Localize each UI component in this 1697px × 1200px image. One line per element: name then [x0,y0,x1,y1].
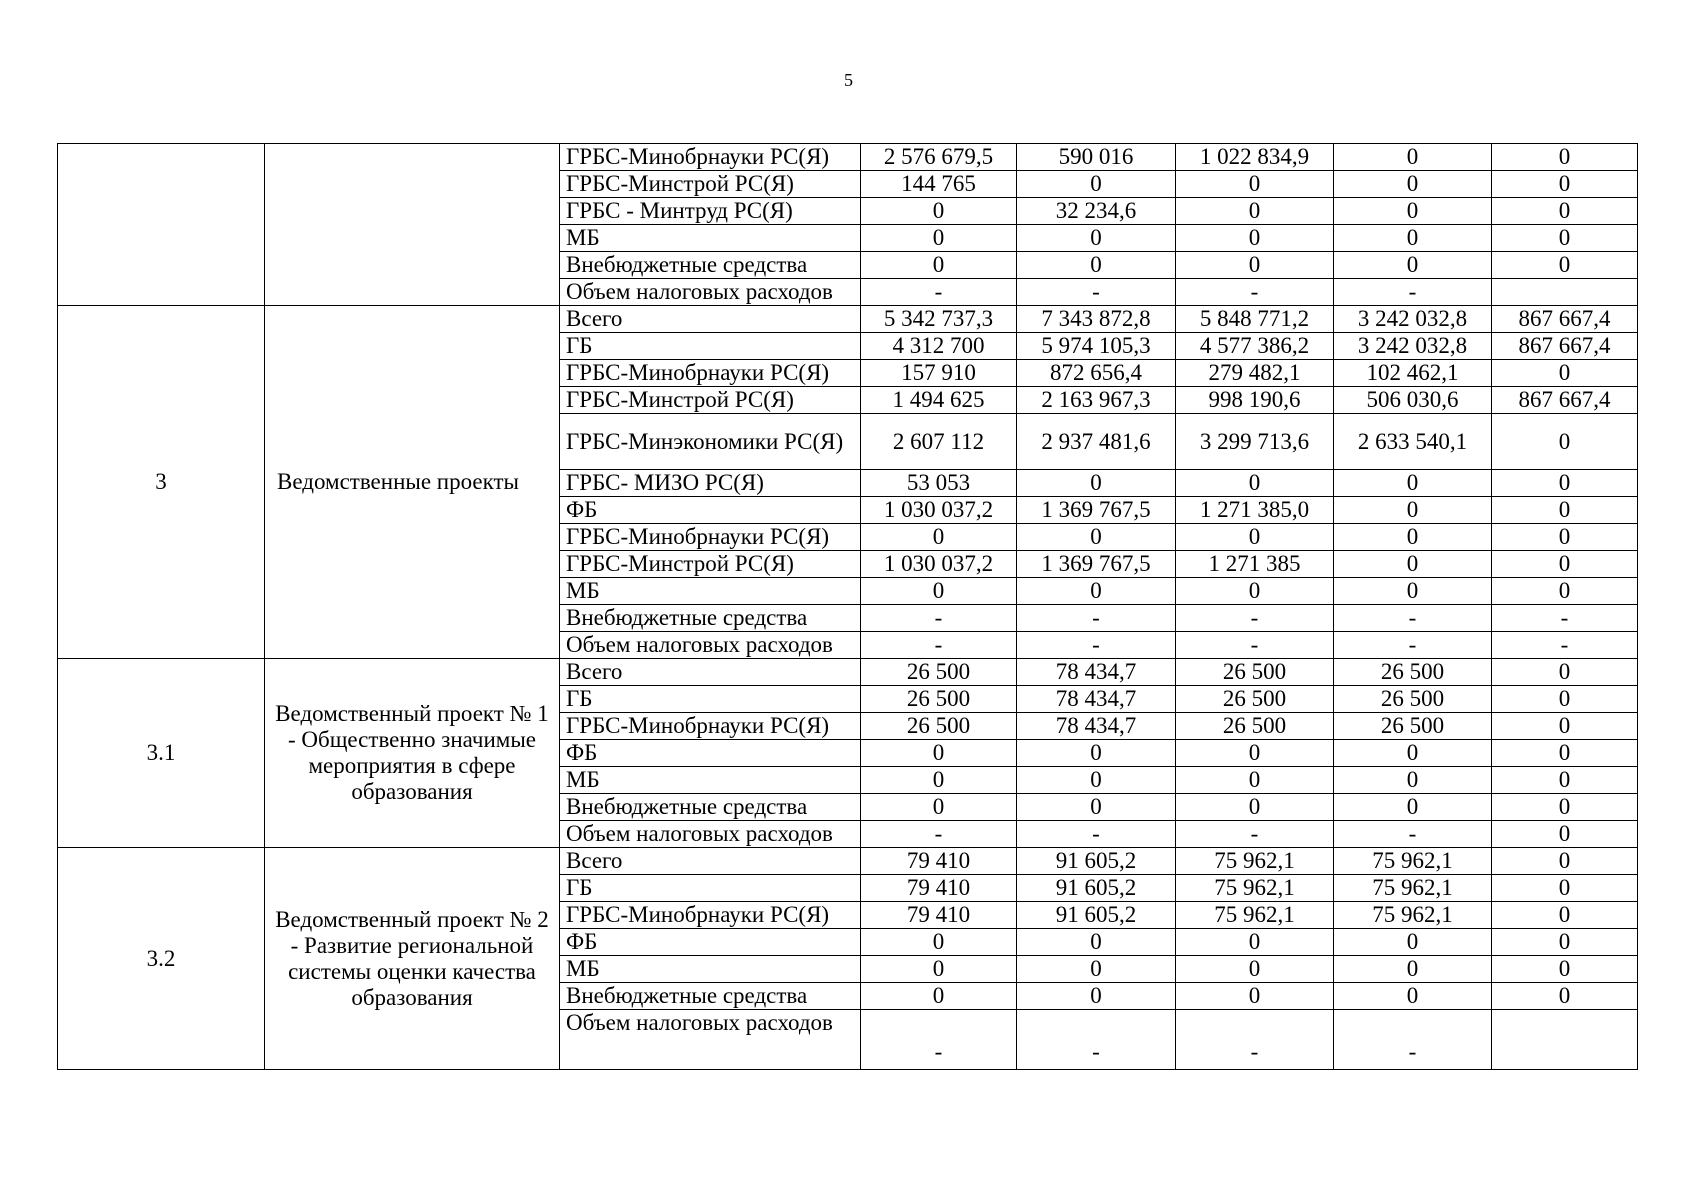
amount-cell: 1 271 385,0 [1176,497,1334,524]
amount-cell: 0 [1334,794,1492,821]
amount-cell: 0 [1334,740,1492,767]
funding-source: Объем налоговых расходов [560,279,861,306]
amount-cell: 0 [1492,360,1638,387]
amount-cell: 0 [1492,767,1638,794]
amount-cell: - [1017,605,1176,632]
amount-cell: 26 500 [1176,659,1334,686]
amount-cell: - [1017,1010,1176,1070]
amount-cell: 0 [1176,171,1334,198]
amount-cell: 0 [1017,171,1176,198]
amount-cell: 1 030 037,2 [861,551,1017,578]
amount-cell: 0 [1017,470,1176,497]
amount-cell: 32 234,6 [1017,198,1176,225]
amount-cell: 157 910 [861,360,1017,387]
amount-cell: 0 [1334,198,1492,225]
amount-cell: 0 [1492,659,1638,686]
amount-cell: 0 [1492,713,1638,740]
amount-cell: 0 [861,929,1017,956]
amount-cell: 0 [1334,225,1492,252]
funding-source: ГРБС- МИЗО РС(Я) [560,470,861,497]
amount-cell: - [1176,821,1334,848]
amount-cell: 5 848 771,2 [1176,306,1334,333]
amount-cell: - [861,1010,1017,1070]
funding-source: ФБ [560,740,861,767]
amount-cell: 0 [1492,225,1638,252]
funding-source: ГРБС-Минобрнауки РС(Я) [560,360,861,387]
amount-cell: 3 242 032,8 [1334,306,1492,333]
amount-cell: 0 [1492,171,1638,198]
amount-cell: - [1334,821,1492,848]
amount-cell: 2 163 967,3 [1017,387,1176,414]
amount-cell: 0 [1492,252,1638,279]
funding-source: Объем налоговых расходов [560,632,861,659]
amount-cell: 75 962,1 [1176,902,1334,929]
amount-cell: 506 030,6 [1334,387,1492,414]
amount-cell: 0 [1492,524,1638,551]
funding-source: Объем налоговых расходов [560,1010,861,1070]
funding-source: ГРБС - Минтруд РС(Я) [560,198,861,225]
amount-cell: 0 [1492,551,1638,578]
funding-source: МБ [560,767,861,794]
amount-cell: - [1176,605,1334,632]
funding-source: ГРБС-Минстрой РС(Я) [560,171,861,198]
funding-source: Внебюджетные средства [560,983,861,1010]
amount-cell: 0 [1492,956,1638,983]
amount-cell: 0 [1334,524,1492,551]
group-name: Ведомственный проект № 1 - Общественно значимые мероприятия в сфере образования [265,659,560,848]
amount-cell: 5 974 105,3 [1017,333,1176,360]
amount-cell: 75 962,1 [1334,902,1492,929]
amount-cell: 0 [1017,929,1176,956]
amount-cell: 0 [1176,767,1334,794]
amount-cell: 0 [1176,929,1334,956]
funding-source: ГРБС-Минстрой РС(Я) [560,387,861,414]
funding-source: ГБ [560,875,861,902]
amount-cell [1492,279,1638,306]
amount-cell: 0 [1492,983,1638,1010]
amount-cell: 78 434,7 [1017,659,1176,686]
amount-cell: 0 [1492,686,1638,713]
amount-cell: 0 [1334,144,1492,171]
table-row [58,848,1638,875]
amount-cell: - [1334,632,1492,659]
amount-cell: 1 030 037,2 [861,497,1017,524]
amount-cell: 1 369 767,5 [1017,551,1176,578]
amount-cell: 0 [1492,198,1638,225]
group-index: 3.2 [58,848,265,1070]
amount-cell: 2 633 540,1 [1334,414,1492,470]
funding-source: Всего [560,306,861,333]
amount-cell: 4 577 386,2 [1176,333,1334,360]
funding-source: МБ [560,225,861,252]
funding-source: ФБ [560,929,861,956]
funding-source: ГБ [560,686,861,713]
amount-cell: 0 [1334,956,1492,983]
amount-cell: 0 [861,740,1017,767]
amount-cell: 91 605,2 [1017,848,1176,875]
funding-source: Всего [560,659,861,686]
amount-cell: - [861,632,1017,659]
amount-cell: 590 016 [1017,144,1176,171]
amount-cell: 144 765 [861,171,1017,198]
amount-cell: - [861,821,1017,848]
amount-cell: 998 190,6 [1176,387,1334,414]
amount-cell: 0 [1176,983,1334,1010]
amount-cell: 0 [861,198,1017,225]
amount-cell: 0 [1017,983,1176,1010]
amount-cell: 26 500 [1334,713,1492,740]
amount-cell: 0 [1492,875,1638,902]
amount-cell: 0 [1017,252,1176,279]
amount-cell: - [1334,605,1492,632]
amount-cell: 0 [1492,902,1638,929]
budget-table [57,143,1638,1070]
table-row [58,306,1638,333]
amount-cell: 872 656,4 [1017,360,1176,387]
funding-source: ГРБС-Минобрнауки РС(Я) [560,713,861,740]
amount-cell: 26 500 [861,713,1017,740]
funding-source: Внебюджетные средства [560,252,861,279]
amount-cell: 3 299 713,6 [1176,414,1334,470]
amount-cell: 1 022 834,9 [1176,144,1334,171]
amount-cell: 0 [1017,740,1176,767]
amount-cell: 26 500 [1176,686,1334,713]
funding-source: ГБ [560,333,861,360]
amount-cell [1492,1010,1638,1070]
amount-cell: 0 [1492,848,1638,875]
amount-cell: 0 [1334,929,1492,956]
group-index: 3 [58,306,265,659]
amount-cell: 0 [861,578,1017,605]
amount-cell: 0 [861,225,1017,252]
amount-cell: 75 962,1 [1334,875,1492,902]
amount-cell: 79 410 [861,875,1017,902]
funding-source: ГРБС-Минобрнауки РС(Я) [560,524,861,551]
amount-cell: 2 576 679,5 [861,144,1017,171]
amount-cell: - [1176,632,1334,659]
amount-cell: 0 [1176,740,1334,767]
amount-cell: 1 494 625 [861,387,1017,414]
amount-cell: 0 [1176,198,1334,225]
amount-cell: 26 500 [861,686,1017,713]
amount-cell: 0 [1492,821,1638,848]
amount-cell: 0 [1017,578,1176,605]
amount-cell: 79 410 [861,902,1017,929]
amount-cell: - [1017,821,1176,848]
group-index: 3.1 [58,659,265,848]
amount-cell: - [861,605,1017,632]
amount-cell: - [1017,632,1176,659]
funding-source: МБ [560,956,861,983]
amount-cell: 0 [1176,524,1334,551]
amount-cell: 53 053 [861,470,1017,497]
amount-cell: - [1176,1010,1334,1070]
amount-cell: 0 [1334,767,1492,794]
group-name: Ведомственный проект № 2 - Развитие региональной системы оценки качества образования [265,848,560,1070]
page-number: 5 [844,70,853,90]
funding-source: ГРБС-Минэкономики РС(Я) [560,414,861,470]
amount-cell: 0 [1492,929,1638,956]
amount-cell: 1 271 385 [1176,551,1334,578]
amount-cell: 0 [1492,470,1638,497]
amount-cell: 75 962,1 [1176,875,1334,902]
amount-cell: 0 [1334,551,1492,578]
funding-source: Внебюджетные средства [560,605,861,632]
amount-cell: 0 [1334,252,1492,279]
funding-source: Внебюджетные средства [560,794,861,821]
table-row [58,144,1638,171]
amount-cell: 0 [1334,497,1492,524]
amount-cell: 26 500 [1176,713,1334,740]
amount-cell: 1 369 767,5 [1017,497,1176,524]
amount-cell: 78 434,7 [1017,713,1176,740]
amount-cell: 0 [1017,767,1176,794]
group-name: Ведомственные проекты [265,306,560,659]
amount-cell: 78 434,7 [1017,686,1176,713]
funding-source: ГРБС-Минобрнауки РС(Я) [560,144,861,171]
amount-cell: 0 [1176,470,1334,497]
amount-cell: 4 312 700 [861,333,1017,360]
amount-cell: 0 [1492,794,1638,821]
amount-cell: - [1334,1010,1492,1070]
amount-cell: 0 [1176,794,1334,821]
amount-cell: 0 [861,983,1017,1010]
amount-cell: 0 [1017,794,1176,821]
amount-cell: 2 607 112 [861,414,1017,470]
amount-cell: 91 605,2 [1017,875,1176,902]
group-name [265,144,560,306]
group-index [58,144,265,306]
amount-cell: 279 482,1 [1176,360,1334,387]
funding-source: ГРБС-Минстрой РС(Я) [560,551,861,578]
funding-source: Всего [560,848,861,875]
amount-cell: 3 242 032,8 [1334,333,1492,360]
amount-cell: - [861,279,1017,306]
amount-cell: 0 [1334,171,1492,198]
amount-cell: - [1492,605,1638,632]
funding-source: ГРБС-Минобрнауки РС(Я) [560,902,861,929]
amount-cell: 26 500 [1334,686,1492,713]
amount-cell: 102 462,1 [1334,360,1492,387]
amount-cell: - [1334,279,1492,306]
amount-cell: 0 [1334,470,1492,497]
table-row [58,659,1638,686]
amount-cell: - [1176,279,1334,306]
amount-cell: 75 962,1 [1334,848,1492,875]
amount-cell: 91 605,2 [1017,902,1176,929]
amount-cell: 79 410 [861,848,1017,875]
amount-cell: 0 [1492,497,1638,524]
amount-cell: 0 [1176,225,1334,252]
amount-cell: 0 [1492,578,1638,605]
amount-cell: 26 500 [861,659,1017,686]
amount-cell: 0 [861,794,1017,821]
amount-cell: 867 667,4 [1492,306,1638,333]
amount-cell: 0 [1492,740,1638,767]
amount-cell: 0 [1176,252,1334,279]
funding-source: МБ [560,578,861,605]
amount-cell: 2 937 481,6 [1017,414,1176,470]
amount-cell: 0 [1017,225,1176,252]
amount-cell: 867 667,4 [1492,387,1638,414]
funding-source: ФБ [560,497,861,524]
amount-cell: 7 343 872,8 [1017,306,1176,333]
amount-cell: 0 [861,956,1017,983]
amount-cell: 0 [1017,524,1176,551]
amount-cell: 0 [1334,578,1492,605]
amount-cell: 26 500 [1334,659,1492,686]
amount-cell: 0 [1017,956,1176,983]
amount-cell: - [1017,279,1176,306]
funding-source: Объем налоговых расходов [560,821,861,848]
amount-cell: 0 [861,252,1017,279]
amount-cell: 5 342 737,3 [861,306,1017,333]
amount-cell: 0 [861,524,1017,551]
amount-cell: 0 [1334,983,1492,1010]
amount-cell: 0 [1176,578,1334,605]
amount-cell: 0 [1492,144,1638,171]
amount-cell: 0 [861,767,1017,794]
amount-cell: 867 667,4 [1492,333,1638,360]
amount-cell: 75 962,1 [1176,848,1334,875]
amount-cell: - [1492,632,1638,659]
amount-cell: 0 [1176,956,1334,983]
amount-cell: 0 [1492,414,1638,470]
